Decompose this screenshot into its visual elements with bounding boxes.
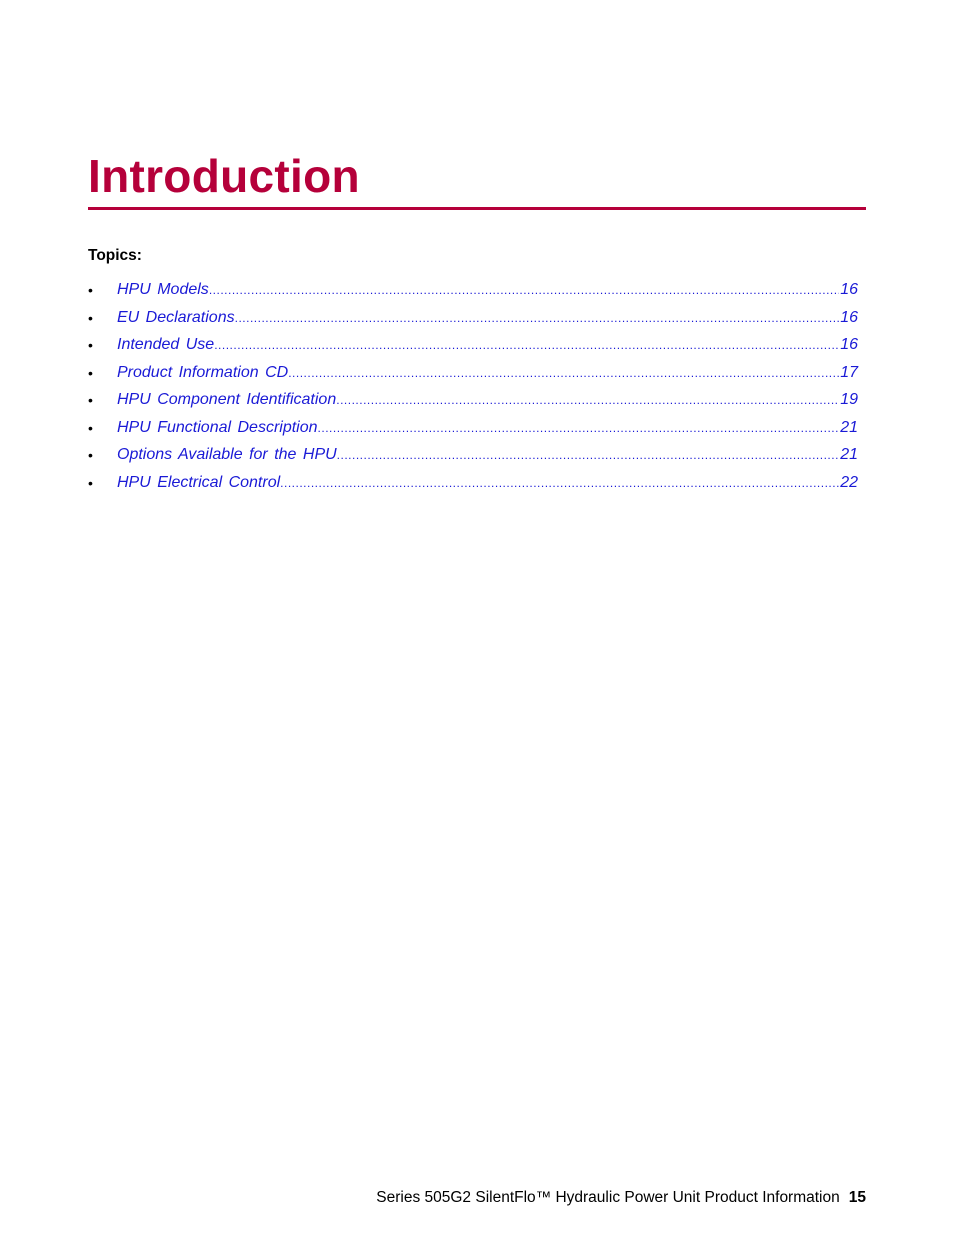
- toc-link-label: Intended Use: [117, 336, 215, 353]
- toc-page-number: 21: [840, 418, 858, 436]
- dot-leader: [337, 445, 840, 465]
- topics-list: [88, 280, 858, 500]
- list-item: [88, 418, 858, 446]
- toc-link-label: HPU Functional Description: [117, 418, 318, 436]
- dot-leader: [209, 280, 839, 300]
- toc-page-number: 17: [840, 363, 858, 381]
- bullet-icon: •: [88, 364, 93, 381]
- toc-link-hpu-models[interactable]: [117, 280, 858, 300]
- toc-link-intended-use[interactable]: [117, 335, 858, 355]
- toc-link-label: Product Information CD: [117, 363, 289, 381]
- toc-page-number: 22: [840, 473, 858, 491]
- footer-document-title: Series 505G2 SilentFlo™ Hydraulic Power Unit Product Information: [376, 1189, 840, 1206]
- dot-leader: [235, 308, 840, 328]
- list-item: [88, 363, 858, 391]
- toc-page-number: 19: [840, 391, 858, 408]
- list-item: [88, 390, 858, 418]
- bullet-icon: •: [88, 392, 93, 408]
- page-title: Introduction: [88, 150, 360, 202]
- bullet-icon: •: [88, 337, 93, 353]
- toc-page-number: 16: [840, 308, 858, 326]
- list-item: [88, 473, 858, 501]
- title-divider: [88, 207, 866, 210]
- toc-link-label: HPU Component Identification: [117, 391, 337, 408]
- dot-leader: [214, 335, 839, 355]
- toc-link-label: Options Available for the HPU: [117, 446, 337, 463]
- dot-leader: [288, 363, 839, 383]
- toc-page-number: 16: [840, 336, 858, 353]
- list-item: [88, 308, 858, 336]
- list-item: [88, 280, 858, 308]
- bullet-icon: •: [88, 474, 93, 491]
- toc-link-label: HPU Models: [117, 281, 209, 298]
- bullet-icon: •: [88, 282, 93, 298]
- toc-link-label: EU Declarations: [117, 308, 235, 326]
- bullet-icon: •: [88, 447, 93, 463]
- bullet-icon: •: [88, 309, 93, 326]
- list-item: [88, 445, 858, 473]
- footer-page-number: 15: [848, 1189, 866, 1206]
- toc-link-hpu-functional-description[interactable]: [117, 418, 858, 438]
- toc-link-options-available[interactable]: [117, 445, 858, 465]
- list-item: [88, 335, 858, 363]
- toc-link-product-information-cd[interactable]: [117, 363, 858, 383]
- bullet-icon: •: [88, 419, 93, 436]
- toc-link-hpu-component-identification[interactable]: [117, 390, 858, 410]
- dot-leader: [336, 390, 839, 410]
- toc-page-number: 16: [840, 281, 858, 298]
- toc-page-number: 21: [840, 446, 858, 463]
- toc-link-hpu-electrical-control[interactable]: [117, 473, 858, 493]
- dot-leader: [280, 473, 839, 493]
- toc-link-eu-declarations[interactable]: [117, 308, 858, 328]
- topics-heading: Topics:: [88, 247, 142, 264]
- page-footer: [376, 1188, 866, 1208]
- toc-link-label: HPU Electrical Control: [117, 473, 281, 491]
- dot-leader: [318, 418, 840, 438]
